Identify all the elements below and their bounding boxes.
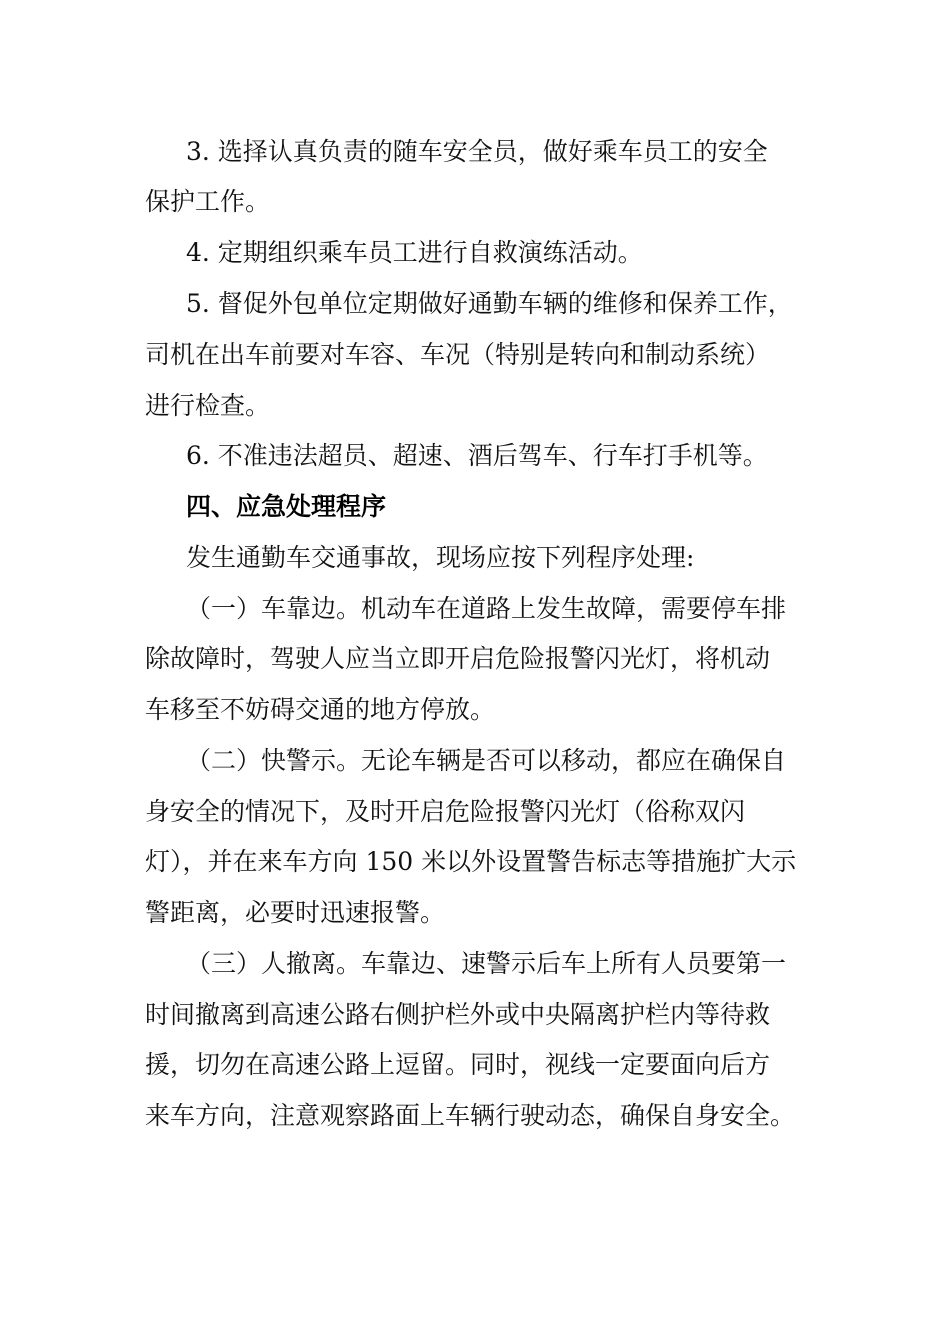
step-3-line-3: 援，切勿在高速公路上逗留。同时，视线一定要面向后方 [145,1050,771,1079]
step-1-line-1: （一）车靠边。机动车在道路上发生故障，需要停车排 [186,594,787,623]
paragraph-4-line-1: 4. 定期组织乘车员工进行自救演练活动。 [186,238,643,267]
paragraph-6-line-1: 6. 不准违法超员、超速、酒后驾车、行车打手机等。 [186,441,768,470]
step-3-line-2: 时间撤离到高速公路右侧护栏外或中央隔离护栏内等待救 [145,1000,771,1029]
step-2-line-4: 警距离，必要时迅速报警。 [145,898,446,927]
paragraph-3-line-2: 保护工作。 [145,187,271,216]
step-3-line-4: 来车方向，注意观察路面上车辆行驶动态，确保自身安全。 [145,1101,796,1130]
paragraph-3-line-1: 3. 选择认真负责的随车安全员，做好乘车员工的安全 [186,137,768,166]
paragraph-5-line-3: 进行检查。 [145,391,271,420]
intro-line: 发生通勤车交通事故，现场应按下列程序处理: [186,543,695,572]
step-3-line-1: （三）人撤离。车靠边、速警示后车上所有人员要第一 [186,949,787,978]
paragraph-5-line-2: 司机在出车前要对车容、车况（特别是转向和制动系统） [145,340,771,369]
section-heading: 四、应急处理程序 [186,492,387,521]
step-2-line-3: 灯），并在来车方向 150 米以外设置警告标志等措施扩大示 [145,847,797,876]
step-2-line-1: （二）快警示。无论车辆是否可以移动，都应在确保自 [186,746,787,775]
step-2-line-2: 身安全的情况下，及时开启危险报警闪光灯（俗称双闪 [145,797,746,826]
paragraph-5-line-1: 5. 督促外包单位定期做好通勤车辆的维修和保养工作， [186,289,793,318]
step-1-line-3: 车移至不妨碍交通的地方停放。 [145,695,496,724]
step-1-line-2: 除故障时，驾驶人应当立即开启危险报警闪光灯，将机动 [145,644,771,673]
